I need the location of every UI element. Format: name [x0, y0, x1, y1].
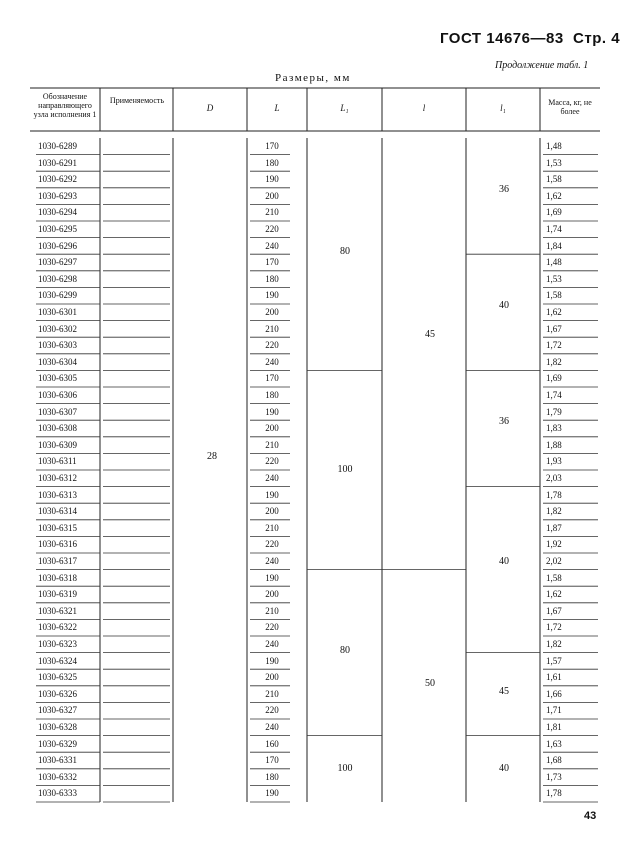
designation-cell: 1030-6306: [38, 390, 77, 400]
merged-l1-1: 36: [499, 184, 509, 195]
mass-cell: 1,78: [546, 788, 562, 799]
length-cell: 190: [265, 655, 279, 666]
length-cell: 200: [265, 589, 279, 600]
length-cell: 240: [265, 556, 279, 566]
length-cell: 200: [265, 672, 279, 683]
length-cell: 170: [265, 141, 279, 151]
designation-cell: 1030-6322: [38, 622, 77, 633]
designation-cell: 1030-6317: [38, 556, 77, 566]
length-cell: 190: [265, 489, 279, 500]
length-cell: 190: [265, 406, 279, 417]
merged-L1-2: 100: [337, 464, 353, 475]
length-cell: 240: [265, 639, 279, 649]
designation-cell: 1030-6295: [38, 224, 77, 234]
mass-cell: 1,69: [546, 373, 562, 384]
mass-cell: 2,02: [546, 556, 562, 566]
length-cell: 180: [265, 157, 279, 168]
length-cell: 180: [265, 390, 279, 400]
page-number: 43: [584, 810, 597, 822]
mass-cell: 1,67: [546, 323, 562, 334]
column-header-L: L: [274, 103, 280, 113]
mass-cell: 2,03: [546, 473, 562, 483]
mass-cell: 1,79: [546, 406, 562, 417]
mass-cell: 1,69: [546, 207, 562, 218]
length-cell: 170: [265, 755, 279, 766]
designation-cell: 1030-6329: [38, 738, 77, 749]
designation-cell: 1030-6308: [38, 423, 77, 434]
mass-cell: 1,66: [546, 688, 562, 699]
mass-cell: 1,74: [546, 390, 562, 400]
length-cell: 240: [265, 356, 279, 367]
designation-cell: 1030-6307: [38, 406, 77, 417]
mass-cell: 1,78: [546, 489, 562, 500]
length-cell: 200: [265, 190, 279, 201]
mass-cell: 1,82: [546, 639, 562, 649]
designation-cell: 1030-6303: [38, 340, 77, 351]
length-cell: 210: [265, 439, 279, 450]
length-cell: 170: [265, 373, 279, 384]
mass-cell: 1,67: [546, 605, 562, 616]
designation-cell: 1030-6327: [38, 705, 77, 716]
mass-cell: 1,62: [546, 307, 562, 317]
length-cell: 220: [265, 622, 279, 633]
designation-cell: 1030-6289: [38, 141, 77, 151]
mass-cell: 1,84: [546, 240, 562, 251]
table-continuation-note: Продолжение табл. 1: [495, 60, 589, 71]
mass-cell: 1,72: [546, 622, 562, 633]
designation-cell: 1030-6319: [38, 589, 77, 600]
length-cell: 160: [265, 738, 279, 749]
designation-cell: 1030-6291: [38, 157, 77, 168]
length-cell: 220: [265, 224, 279, 234]
designation-cell: 1030-6323: [38, 639, 77, 649]
length-cell: 220: [265, 456, 279, 467]
designation-cell: 1030-6315: [38, 522, 77, 533]
designation-cell: 1030-6292: [38, 174, 77, 185]
length-cell: 190: [265, 788, 279, 799]
length-cell: 210: [265, 323, 279, 334]
length-cell: 200: [265, 307, 279, 317]
column-header-l: l: [422, 103, 426, 113]
length-cell: 240: [265, 722, 279, 732]
merged-l1-2: 40: [499, 300, 509, 311]
designation-cell: 1030-6298: [38, 273, 77, 284]
length-cell: 190: [265, 290, 279, 301]
length-cell: 200: [265, 506, 279, 517]
designation-cell: 1030-6314: [38, 506, 77, 517]
mass-cell: 1,61: [546, 672, 562, 683]
length-cell: 210: [265, 207, 279, 218]
merged-l1-6: 40: [499, 763, 509, 774]
designation-cell: 1030-6294: [38, 207, 77, 218]
designation-cell: 1030-6312: [38, 473, 77, 483]
length-cell: 210: [265, 605, 279, 616]
mass-cell: 1,58: [546, 174, 562, 185]
length-cell: 210: [265, 522, 279, 533]
mass-cell: 1,74: [546, 224, 562, 234]
mass-cell: 1,72: [546, 340, 562, 351]
designation-cell: 1030-6325: [38, 672, 77, 683]
column-header-usage: Применяемость: [109, 96, 165, 105]
length-cell: 240: [265, 240, 279, 251]
mass-cell: 1,63: [546, 738, 562, 749]
designation-cell: 1030-6331: [38, 755, 77, 766]
designation-cell: 1030-6316: [38, 539, 77, 550]
designation-cell: 1030-6326: [38, 688, 77, 699]
mass-cell: 1,82: [546, 506, 562, 517]
length-cell: 210: [265, 688, 279, 699]
mass-cell: 1,68: [546, 755, 562, 766]
length-cell: 180: [265, 273, 279, 284]
merged-l1-4: 40: [499, 556, 509, 567]
length-cell: 190: [265, 572, 279, 583]
mass-cell: 1,93: [546, 456, 562, 467]
designation-cell: 1030-6301: [38, 307, 77, 317]
designation-cell: 1030-6324: [38, 655, 77, 666]
column-header-mass: Масса, кг, не более: [548, 98, 592, 116]
mass-cell: 1,53: [546, 157, 562, 168]
designation-cell: 1030-6304: [38, 356, 77, 367]
designation-cell: 1030-6297: [38, 257, 77, 268]
mass-cell: 1,48: [546, 141, 562, 151]
page-label: Стр. 4: [573, 30, 621, 47]
length-cell: 220: [265, 539, 279, 550]
mass-cell: 1,83: [546, 423, 562, 434]
designation-cell: 1030-6299: [38, 290, 77, 301]
mass-cell: 1,53: [546, 273, 562, 284]
designation-cell: 1030-6293: [38, 190, 77, 201]
length-cell: 190: [265, 174, 279, 185]
mass-cell: 1,73: [546, 771, 562, 782]
mass-cell: 1,48: [546, 257, 562, 268]
designation-cell: 1030-6302: [38, 323, 77, 334]
length-cell: 200: [265, 423, 279, 434]
designation-cell: 1030-6321: [38, 605, 77, 616]
designation-cell: 1030-6318: [38, 572, 77, 583]
merged-l1-3: 36: [499, 416, 509, 427]
merged-l-2: 50: [425, 678, 435, 689]
merged-L1-1: 80: [340, 246, 350, 257]
mass-cell: 1,81: [546, 722, 562, 732]
dimensions-title: Размеры, мм: [275, 72, 351, 84]
designation-cell: 1030-6313: [38, 489, 77, 500]
mass-cell: 1,62: [546, 589, 562, 600]
mass-cell: 1,87: [546, 522, 562, 533]
merged-l-1: 45: [425, 329, 435, 340]
length-cell: 220: [265, 705, 279, 716]
designation-cell: 1030-6311: [38, 456, 77, 467]
mass-cell: 1,57: [546, 655, 562, 666]
mass-cell: 1,71: [546, 705, 562, 716]
mass-cell: 1,92: [546, 539, 562, 550]
length-cell: 170: [265, 257, 279, 268]
length-cell: 220: [265, 340, 279, 351]
mass-cell: 1,62: [546, 190, 562, 201]
length-cell: 240: [265, 473, 279, 483]
designation-cell: 1030-6305: [38, 373, 77, 384]
column-header-L1: L₁: [340, 103, 349, 113]
mass-cell: 1,58: [546, 572, 562, 583]
designation-cell: 1030-6332: [38, 771, 77, 782]
mass-cell: 1,82: [546, 356, 562, 367]
column-header-designation: Обозначение направляющего узла исполнения 1: [33, 92, 97, 119]
column-header-D: D: [206, 103, 214, 113]
designation-cell: 1030-6333: [38, 788, 77, 799]
standard-number: ГОСТ 14676—83: [440, 30, 564, 47]
merged-L1-4: 100: [337, 763, 353, 774]
merged-L1-3: 80: [340, 645, 350, 656]
merged-l1-5: 45: [499, 686, 509, 697]
designation-cell: 1030-6309: [38, 439, 77, 450]
length-cell: 180: [265, 771, 279, 782]
designation-cell: 1030-6328: [38, 722, 77, 732]
merged-D: 28: [207, 451, 217, 462]
designation-cell: 1030-6296: [38, 240, 77, 251]
column-header-l1: l₁: [500, 103, 506, 113]
mass-cell: 1,88: [546, 439, 562, 450]
mass-cell: 1,58: [546, 290, 562, 301]
